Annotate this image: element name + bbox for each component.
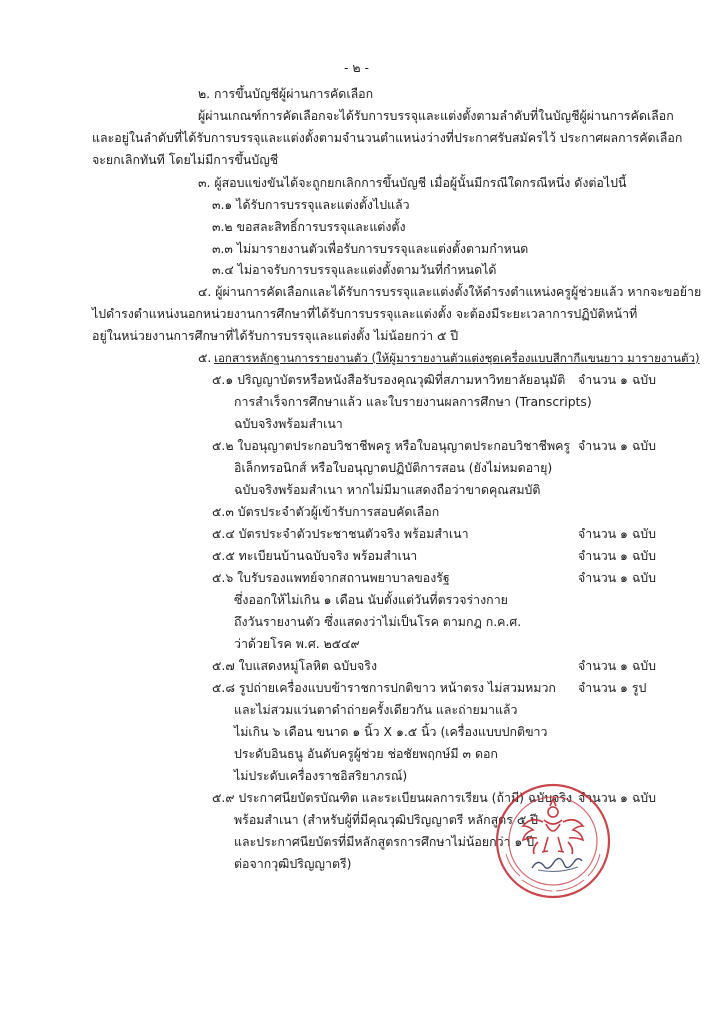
garuda-seal-icon xyxy=(494,782,612,900)
doc-item-line: ถึงวันรายงานตัว ซึ่งแสดงว่าไม่เป็นโรค ตามกฎ ก.ค.ศ. xyxy=(234,614,522,629)
doc-item-line: ไม่เกิน ๖ เดือน ขนาด ๑ นิ้ว X ๑.๕ นิ้ว (เครื่องแบบปกติขาว xyxy=(234,724,548,739)
doc-item-quantity: จำนวน ๑ ฉบับ xyxy=(578,548,657,563)
doc-item-line: และไม่สวมแว่นตาดำถ่ายครั้งเดียวกัน และถ่ายมาแล้ว xyxy=(234,702,518,717)
doc-item-quantity: จำนวน ๑ ฉบับ xyxy=(578,438,657,453)
section-2-heading: ๒. การขึ้นบัญชีผู้ผ่านการคัดเลือก xyxy=(198,86,374,101)
section-2-line: และอยู่ในลำดับที่ได้รับการบรรจุและแต่งตั้งตามจำนวนตำแหน่งว่างที่ประกาศรับสมัครไว้ ประกาศผลการคัดเลือก xyxy=(92,130,683,145)
doc-item-line: ว่าด้วยโรค พ.ศ. ๒๕๔๙ xyxy=(234,636,360,651)
doc-item-line: ๕.๘ รูปถ่ายเครื่องแบบข้าราชการปกติขาว หน้าตรง ไม่สวมหมวก xyxy=(212,680,556,695)
section-4-line: ๔. ผู้ผ่านการคัดเลือกและได้รับการบรรจุและแต่งตั้งให้ดำรงตำแหน่งครูผู้ช่วยแล้ว หากจะขอย้าย xyxy=(198,284,702,299)
doc-item-line: ซึ่งออกให้ไม่เกิน ๑ เดือน นับตั้งแต่วันที่ตรวจร่างกาย xyxy=(234,592,508,607)
section-3-item: ๓.๓ ไม่มารายงานตัวเพื่อรับการบรรจุและแต่งตั้งตามกำหนด xyxy=(212,241,529,256)
section-3-item: ๓.๔ ไม่อาจรับการบรรจุและแต่งตั้งตามวันที่กำหนดได้ xyxy=(212,262,497,277)
section-4-line: อยู่ในหน่วยงานการศึกษาที่ได้รับการบรรจุและแต่งตั้ง ไม่น้อยกว่า ๕ ปี xyxy=(92,328,459,343)
doc-item-line: ต่อจากวุฒิปริญญาตรี) xyxy=(234,856,352,871)
doc-item-quantity: จำนวน ๑ ฉบับ xyxy=(578,658,657,673)
section-2-line: ผู้ผ่านเกณฑ์การคัดเลือกจะได้รับการบรรจุและแต่งตั้งตามลำดับที่ในบัญชีผู้ผ่านการคัดเลือก xyxy=(198,108,674,123)
section-5-number: ๕. xyxy=(198,350,212,365)
section-2-line: จะยกเลิกทันที โดยไม่มีการขึ้นบัญชี xyxy=(92,152,279,167)
doc-item-line: การสำเร็จการศึกษาแล้ว และใบรายงานผลการศึกษา (Transcripts) xyxy=(234,394,592,409)
doc-item-line: และประกาศนียบัตรที่มีหลักสูตรการศึกษาไม่น้อยกว่า ๑ ปี xyxy=(234,834,535,849)
doc-item-line: อิเล็กทรอนิกส์ หรือใบอนุญาตปฏิบัติการสอน (ยังไม่หมดอายุ) xyxy=(234,460,553,475)
section-5-heading: เอกสารหลักฐานการรายงานตัว (ให้ผู้มารายงานตัวแต่งชุดเครื่องแบบสีกากีแขนยาว มารายงานตัว) xyxy=(214,351,700,365)
doc-item-line: พร้อมสำเนา (สำหรับผู้ที่มีคุณวุฒิปริญญาตรี หลักสูตร ๕ ปี xyxy=(234,812,539,827)
doc-item-line: ๕.๑ ปริญญาบัตรหรือหนังสือรับรองคุณวุฒิที่สภามหาวิทยาลัยอนุมัติ xyxy=(212,372,566,387)
doc-item-line: ฉบับจริงพร้อมสำเนา หากไม่มีมาแสดงถือว่าขาดคุณสมบัติ xyxy=(234,482,541,497)
doc-item-line: ประดับอินธนู อันดับครูผู้ช่วย ช่อชัยพฤกษ์มี ๓ ดอก xyxy=(234,746,498,761)
doc-item-quantity: จำนวน ๑ ฉบับ xyxy=(578,570,657,585)
section-3-item: ๓.๑ ได้รับการบรรจุและแต่งตั้งไปแล้ว xyxy=(212,197,410,212)
doc-item-line: ๕.๗ ใบแสดงหมู่โลหิต ฉบับจริง xyxy=(212,658,378,673)
page-number: - ๒ - xyxy=(344,60,369,75)
doc-item-line: ๕.๖ ใบรับรองแพทย์จากสถานพยาบาลของรัฐ xyxy=(212,570,450,585)
doc-item-quantity: จำนวน ๑ รูป xyxy=(578,680,647,695)
doc-item-quantity: จำนวน ๑ ฉบับ xyxy=(578,372,657,387)
doc-item-quantity: จำนวน ๑ ฉบับ xyxy=(578,790,657,805)
doc-item-quantity: จำนวน ๑ ฉบับ xyxy=(578,526,657,541)
doc-item-line: ฉบับจริงพร้อมสำเนา xyxy=(234,416,343,431)
doc-item-line: ๕.๓ บัตรประจำตัวผู้เข้ารับการสอบคัดเลือก xyxy=(212,504,440,519)
doc-item-line: ๕.๕ ทะเบียนบ้านฉบับจริง พร้อมสำเนา xyxy=(212,548,418,563)
section-3-heading: ๓. ผู้สอบแข่งขันได้จะถูกยกเลิกการขึ้นบัญชี เมื่อผู้นั้นมีกรณีใดกรณีหนึ่ง ดังต่อไปนี้ xyxy=(198,175,627,190)
doc-item-line: ๕.๙ ประกาศนียบัตรบัณฑิต และระเบียนผลการเรียน (ถ้ามี) ฉบับจริง xyxy=(212,790,573,805)
section-4-line: ไปดำรงตำแหน่งนอกหน่วยงานการศึกษาที่ได้รับการบรรจุและแต่งตั้ง จะต้องมีระยะเวลาการปฏิบัติหน้าที่ xyxy=(92,306,638,321)
doc-item-line: ๕.๔ บัตรประจำตัวประชาชนตัวจริง พร้อมสำเนา xyxy=(212,526,469,541)
doc-item-line: ไม่ประดับเครื่องราชอิสริยาภรณ์) xyxy=(234,768,408,783)
section-3-item: ๓.๒ ขอสละสิทธิ์การบรรจุและแต่งตั้ง xyxy=(212,219,406,234)
doc-item-line: ๕.๒ ใบอนุญาตประกอบวิชาชีพครู หรือใบอนุญาตประกอบวิชาชีพครู xyxy=(212,438,571,453)
